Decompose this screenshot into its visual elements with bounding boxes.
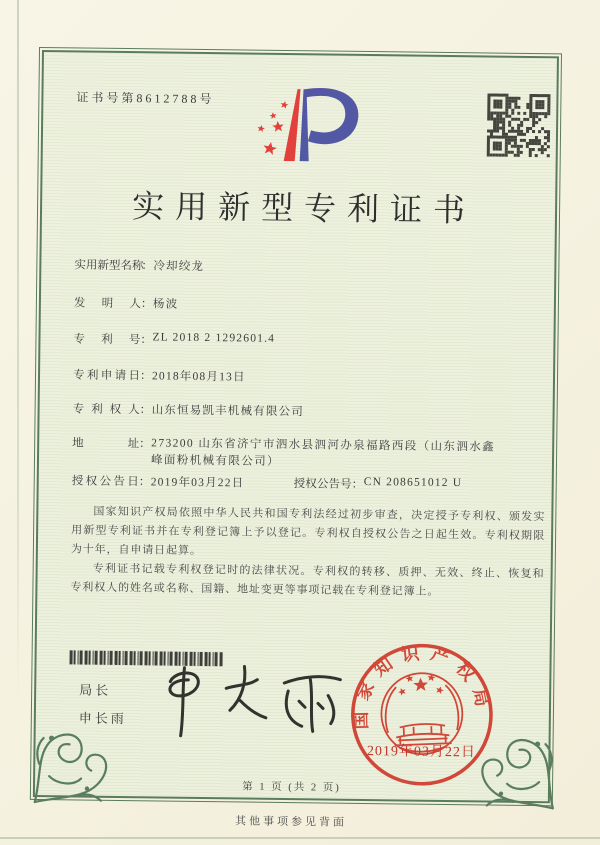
officer-name: 申长雨 <box>78 710 127 727</box>
field-row-grant <box>71 472 463 491</box>
field-colon: ： <box>141 260 153 273</box>
field-value: 273200 山东省济宁市泗水县泗河办泉福路西段（山东泗水鑫峰面粉机械有限公司） <box>150 437 496 468</box>
officer-block <box>79 677 128 734</box>
field-value: 2018年08月13日 <box>151 370 246 384</box>
officer-title: 局长 <box>79 682 112 698</box>
field-colon: ： <box>140 298 153 311</box>
certificate-title: 实用新型专利证书 <box>131 188 477 229</box>
field-label: 实用新型名称 <box>74 259 144 273</box>
legal-paragraph-1: 国家知识产权局依照中华人民共和国专利法经过初步审查，决定授予专利权、颁发实用新型专利证书并在专利登记簿上予以登记。专利权自授权公告之日起生效。专利权期限为十年，自申请日起算。 <box>70 505 546 557</box>
qr-code <box>487 93 551 157</box>
field-row-filing-date <box>73 366 246 384</box>
field-colon: ： <box>139 404 152 417</box>
certificate-border <box>33 50 559 803</box>
field-list <box>71 256 546 491</box>
field-row-patentee <box>73 400 305 419</box>
field-label: 发明人 <box>73 297 141 311</box>
field-row-inventor <box>74 294 179 311</box>
field-label: 专利申请日 <box>72 369 141 383</box>
certificate-number: 证书号第8612788号 <box>76 90 215 107</box>
certificate-sheet <box>33 50 559 829</box>
back-side-note: 其他事项参见背面 <box>235 815 348 829</box>
field-colon: ： <box>139 438 151 451</box>
field-row-patent-no <box>73 330 275 348</box>
field-row-name <box>74 256 204 274</box>
field-label: 专利号 <box>73 333 141 347</box>
field-label: 授权公告日 <box>71 475 139 489</box>
field-colon: ： <box>139 370 152 383</box>
legal-text <box>70 502 545 603</box>
scan-page-edge-left <box>17 0 19 700</box>
grant-publication-no <box>294 475 463 493</box>
cnipa-patent-logo-icon <box>248 83 369 169</box>
field-colon: ： <box>138 476 151 489</box>
seal-date: 2019年03月22日 <box>366 744 477 761</box>
director-signature <box>156 651 357 745</box>
scan-page-edge-bottom <box>0 837 600 839</box>
field-value: 杨波 <box>152 298 179 311</box>
seal-text: 国家知识产权局 <box>350 642 495 730</box>
field-label: 授权公告号 <box>293 478 352 491</box>
field-value: 2019年03月22日 <box>150 476 245 490</box>
field-colon: ： <box>140 334 153 347</box>
field-value: CN 208651012 U <box>363 475 463 490</box>
field-label: 专利权人 <box>72 403 140 417</box>
field-value: 山东恒易凯丰机械有限公司 <box>151 404 305 419</box>
field-label: 地址 <box>72 437 140 451</box>
field-value: 冷却绞龙 <box>153 260 205 273</box>
legal-paragraph-2: 专利证书记载专利权登记时的法律状况。专利权的转移、质押、无效、终止、恢复和专利权人的姓名或名称、国籍、地址变更等事项记载在专利登记簿上。 <box>70 562 545 598</box>
official-seal <box>345 638 499 792</box>
field-row-address <box>72 434 507 473</box>
field-value: ZL 2018 2 1292601.4 <box>152 331 276 345</box>
field-colon: ： <box>351 478 364 491</box>
page-number: 第 1 页 (共 2 页) <box>242 781 341 794</box>
